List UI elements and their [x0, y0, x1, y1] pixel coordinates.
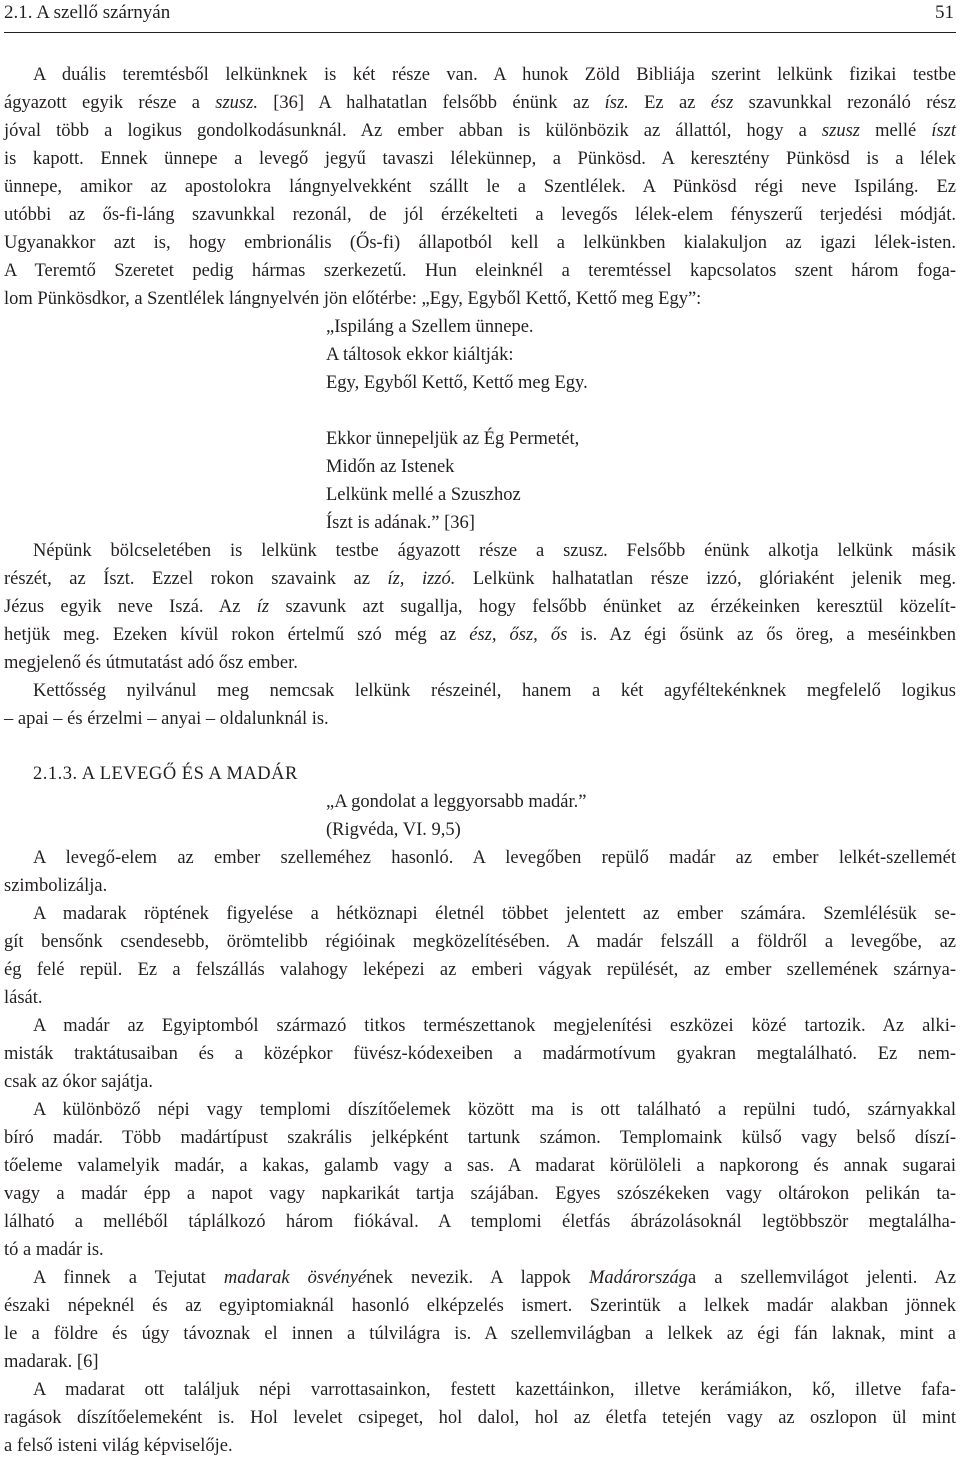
text-line: A különböző népi vagy templomi díszítőelemek között ma is ott található a repülni tudó, szárnyakkal	[33, 1100, 956, 1120]
text-line: Jézus egyik neve Iszá. Az íz szavunk azt sugallja, hogy felsőbb énünket az érzékeinken keresztül közelít-	[4, 597, 956, 617]
text-line: utóbbi az ős-fi-láng szavunkkal rezonál, de jól érzékelteti a levegős lélek-elem fényszerű terjedési módját.	[4, 205, 956, 225]
text-line: gít bensőnk csendesebb, örömtelibb régióinak megközelítésében. A madár felszáll a földről a levegőbe, az	[4, 932, 956, 952]
text-line: Ugyanakkor azt is, hogy embrionális (Ős-fi) állapotból kell a lelkünkben kialakuljon az igazi lélek-isten.	[4, 233, 956, 253]
text-line: ágyazott egyik része a szusz. [36] A halhatatlan felsőbb énünk az ísz. Ez az ész szavunkkal rezonáló rész	[4, 93, 956, 113]
text-line: A finnek a Tejutat madarak ösvényének nevezik. A lappok Madárországa a szellemvilágot jelenti. Az	[33, 1268, 956, 1288]
section-heading: 2.1.3. A LEVEGŐ ÉS A MADÁR	[33, 764, 298, 784]
verse-line: Íszt is adának.” [36]	[326, 513, 475, 533]
text-line: hetjük meg. Ezeken kívül rokon értelmű szó még az ész, ősz, ős is. Az égi ősünk az ős öreg, a meséinkben	[4, 625, 956, 645]
text-line: szimbolizálja.	[4, 876, 108, 896]
verse-line: Egy, Egyből Kettő, Kettő meg Egy.	[326, 373, 588, 393]
text-line: A levegő-elem az ember szelleméhez hasonló. A levegőben repülő madár az ember lelkét-szellemét	[33, 848, 956, 868]
epigraph-quote: „A gondolat a leggyorsabb madár.”	[326, 792, 587, 812]
text-line: A madarak röptének figyelése a hétköznapi életnél többet jelentett az ember számára. Szemlélésük se-	[33, 904, 956, 924]
verse-line: Ekkor ünnepeljük az Ég Permetét,	[326, 429, 580, 449]
text-line: jóval több a logikus gondolkodásunknál. Az ember abban is különbözik az állattól, hogy a szusz mellé íszt	[4, 121, 957, 141]
text-line: A duális teremtésből lelkünknek is két része van. A hunok Zöld Bibliája szerint lelkünk fizikai testbe	[33, 65, 956, 85]
text-line: tőeleme valamelyik madár, a kakas, galamb vagy a sas. A madarat körülöleli a napkorong és annak sugarai	[4, 1156, 956, 1176]
text-line: le a földre és úgy távoznak el innen a túlvilágra is. A szellemvilágban a lelkek az égi fán laknak, mint a	[4, 1324, 956, 1344]
text-line: lását.	[4, 988, 43, 1008]
text-line: Népünk bölcseletében is lelkünk testbe ágyazott része a szusz. Felsőbb énünk alkotja lelkünk másik	[33, 541, 956, 561]
text-line: lom Pünkösdkor, a Szentlélek lángnyelvén jön előtérbe: „Egy, Egyből Kettő, Kettő meg Egy”:	[4, 289, 702, 309]
text-line: a felső isteni világ képviselője.	[4, 1436, 233, 1456]
running-header	[4, 0, 956, 30]
text-line: ég felé repül. Ez a felszállás valahogy leképezi az emberi vágyak repülését, az ember szellemének szárnya-	[4, 960, 956, 980]
epigraph-source: (Rigvéda, VI. 9,5)	[326, 820, 461, 840]
text-line: csak az ókor sajátja.	[4, 1072, 153, 1092]
text-line: tó a madár is.	[4, 1240, 104, 1260]
text-line: misták traktátusaiban és a középkor füvész-kódexeiben a madármotívum gyakran megtalálható. Ez nem-	[4, 1044, 956, 1064]
text-line: madarak. [6]	[4, 1352, 99, 1372]
page-number: 51	[935, 2, 954, 23]
text-line: bíró madár. Több madártípust szakrális jelképként tartunk számon. Templomaink külső vagy belső díszí-	[4, 1128, 956, 1148]
text-line: ünnepe, amikor az apostolokra lángnyelvekként szállt le a Szentlélek. A Pünkösd régi neve Ispiláng. Ez	[4, 177, 956, 197]
text-line: A madarat ott találjuk népi varrottasainkon, festett kazettáinkon, illetve kerámiákon, kő, illetve fafa-	[33, 1380, 956, 1400]
text-line: lálható a melléből táplálkozó három fiókával. A templomi életfás ábrázolásoknál legtöbbször megtalálha-	[4, 1212, 956, 1232]
verse-line: Midőn az Istenek	[326, 457, 455, 477]
header-rule	[4, 32, 956, 33]
text-line: A madár az Egyiptomból származó titkos természettanok megjelenítési eszközei közé tartozik. Az alki-	[33, 1016, 956, 1036]
text-line: részét, az Íszt. Ezzel rokon szavaink az íz, izzó. Lelkünk halhatatlan része izzó, glóriaként jelenik meg.	[4, 569, 956, 589]
text-line: Kettősség nyilvánul meg nemcsak lelkünk részeinél, hanem a két agyféltekénknek megfelelő logikus	[33, 681, 956, 701]
text-line: vagy a madár épp a napot vagy napkarikát tartja szájában. Egyes szószékeken vagy oltárokon pelikán ta-	[4, 1184, 956, 1204]
section-title: 2.1. A szellő szárnyán	[4, 2, 171, 23]
text-line: A Teremtő Szeretet pedig hármas szerkezetű. Hun eleinknél a teremtéssel kapcsolatos szent három foga-	[4, 261, 956, 281]
verse-line: Lelkünk mellé a Szuszhoz	[326, 485, 521, 505]
verse-line: A táltosok ekkor kiáltják:	[326, 345, 514, 365]
verse-line: „Ispiláng a Szellem ünnepe.	[326, 317, 534, 337]
text-line: – apai – és érzelmi – anyai – oldalunknál is.	[4, 709, 329, 729]
text-line: is kapott. Ennek ünnepe a levegő jegyű tavaszi lélekünnep, a Pünkösd. A keresztény Pünkösd is a lélek	[4, 149, 956, 169]
text-line: északi népeknél és az egyiptomiaknál hasonló elképzelés ismert. Szerintük a lelkek madár alakban jönnek	[4, 1296, 956, 1316]
text-line: ragások díszítőelemeként is. Hol levelet csipeget, hol dalol, hol az életfa tetején vagy az oszlopon ül mint	[4, 1408, 956, 1428]
text-line: megjelenő és útmutatást adó ősz ember.	[4, 653, 298, 673]
